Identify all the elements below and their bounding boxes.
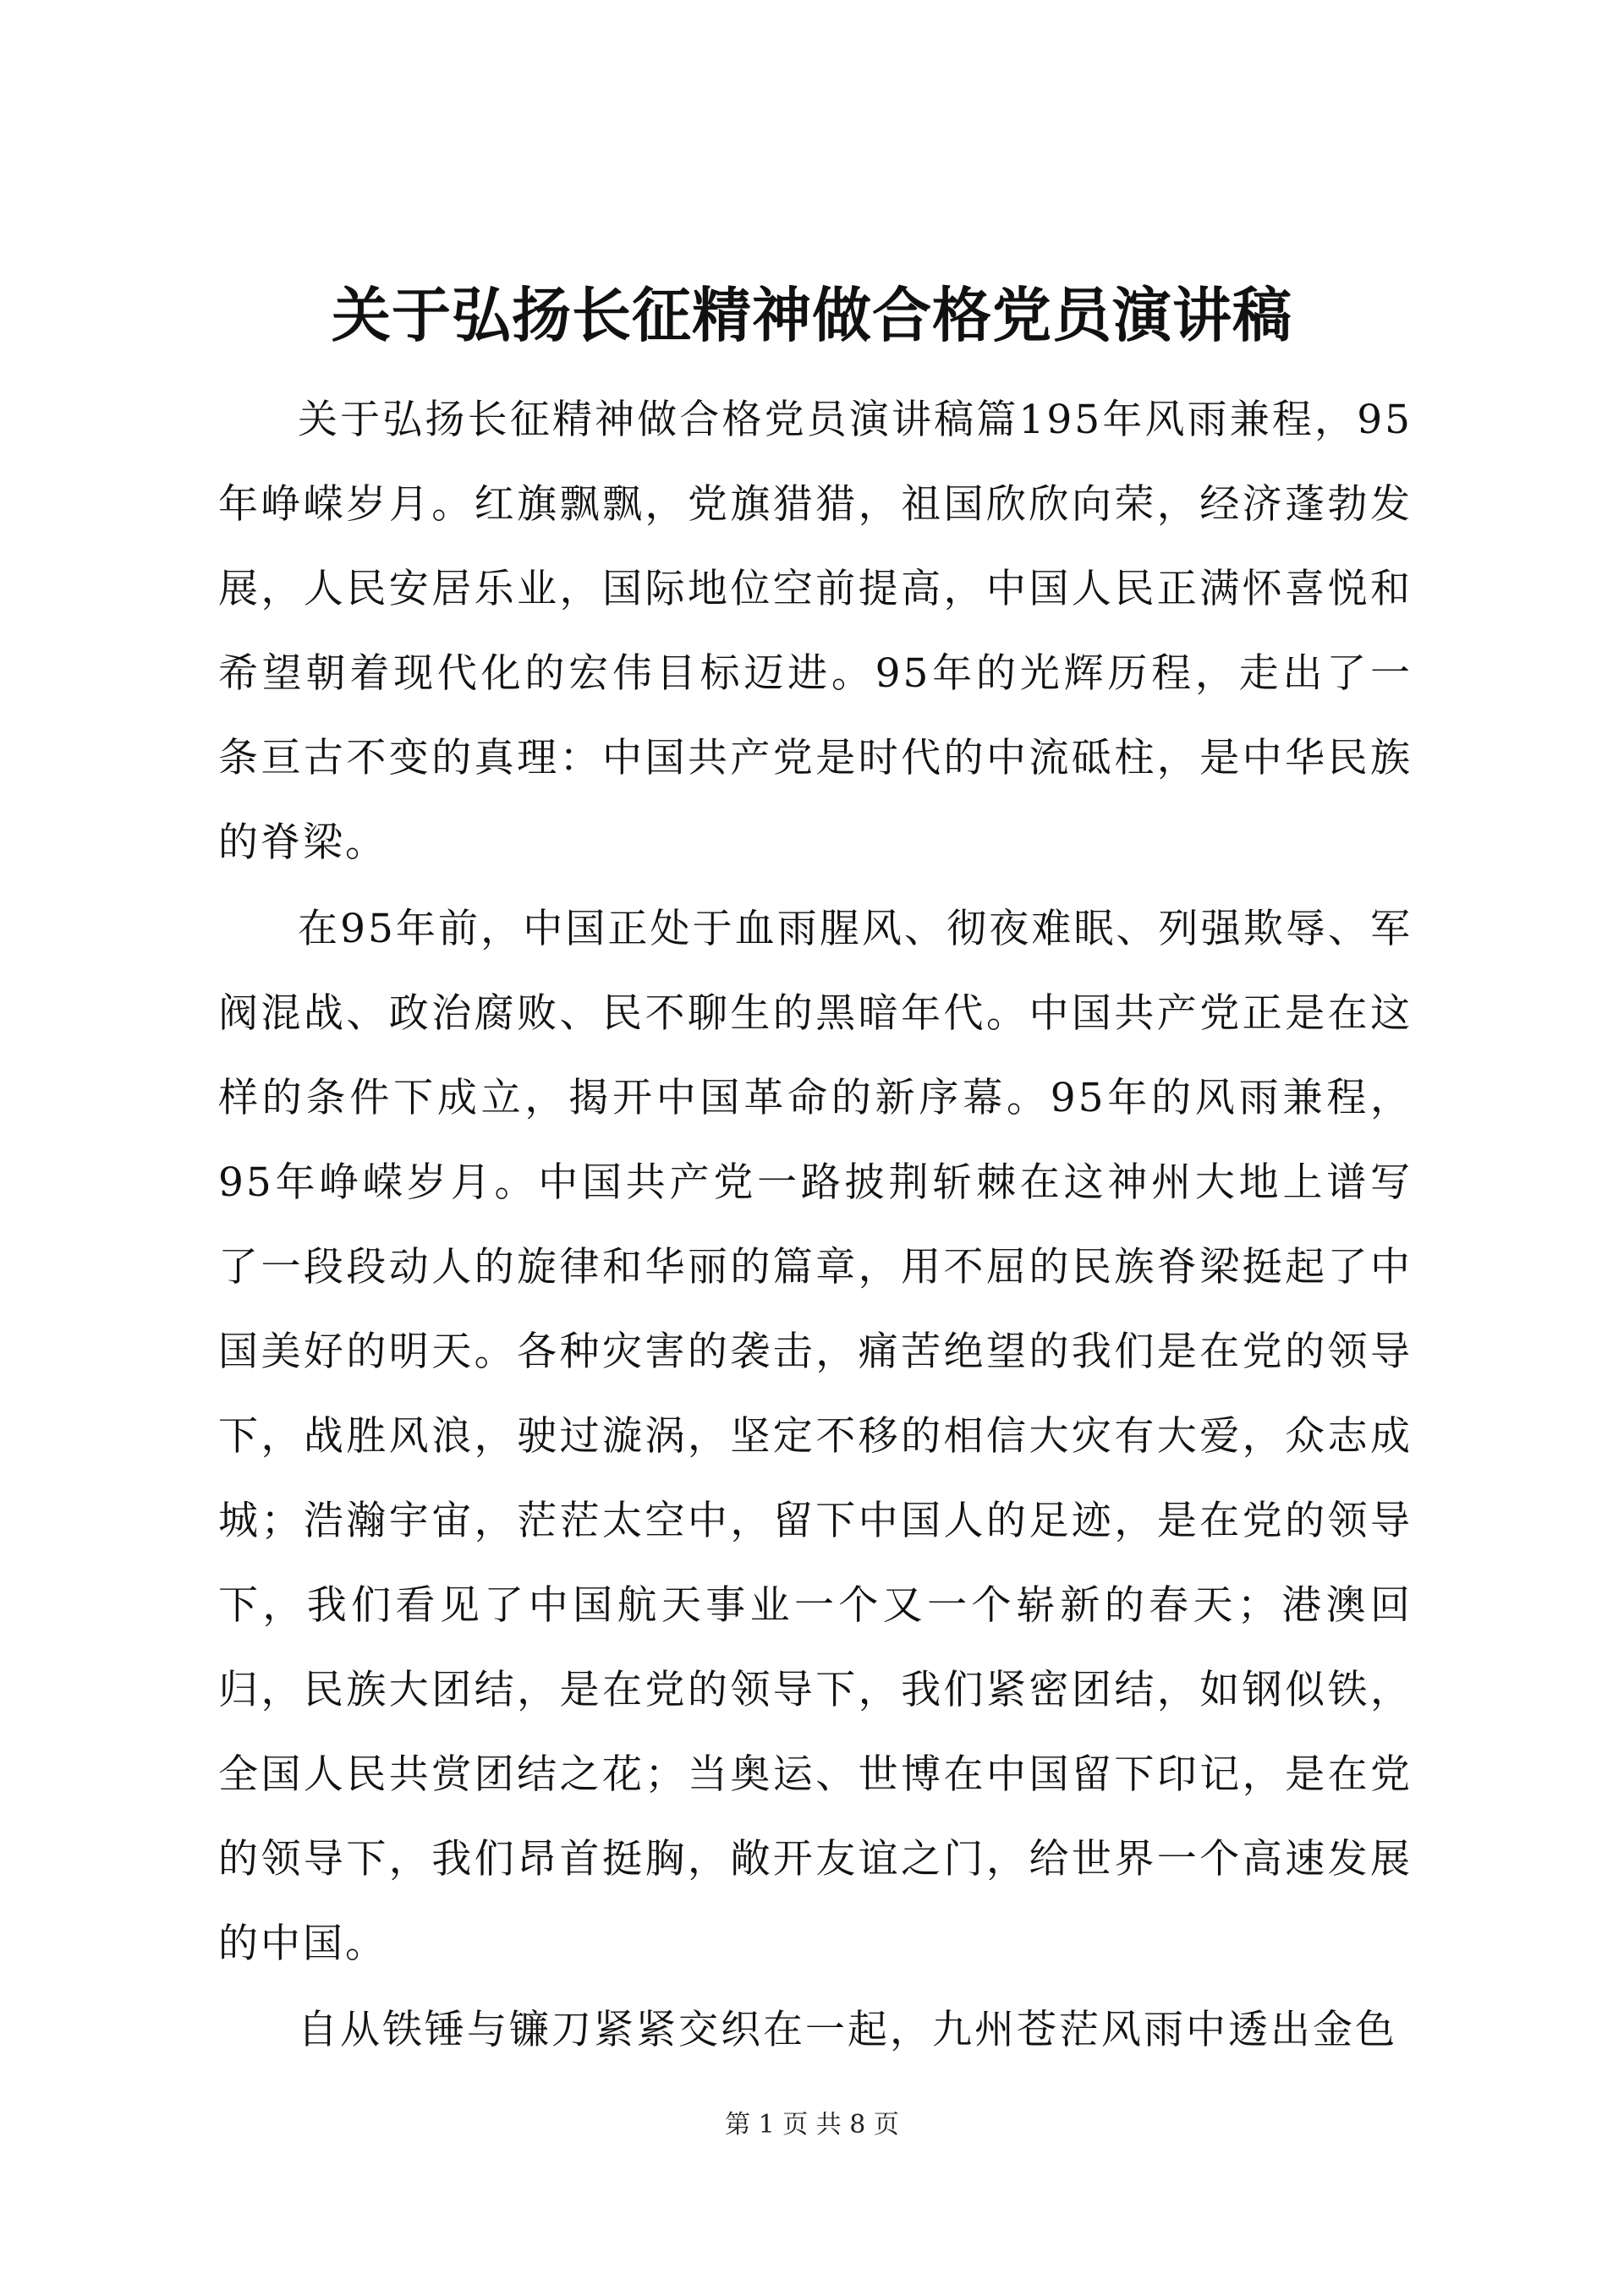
document-title: 关于弘扬长征精神做合格党员演讲稿 — [332, 280, 1292, 350]
paragraph-2: 在95年前，中国正处于血雨腥风、彻夜难眠、列强欺辱、军阀混战、政治腐败、民不聊生的黑暗年代。中国共产党正是在这样的条件下成立，揭开中国革命的新序幕。95年的风雨兼程，95年峥嵘岁月。中国共产党一路披荆斩棘在这神州大地上谱写了一段段动人的旋律和华丽的篇章，用不屈的民族脊梁挺起了中国美好的明天。各种灾害的袭击，痛苦绝望的我们是在党的领导下，战胜风浪，驶过漩涡，坚定不移的相信大灾有大爱，众志成城；浩瀚宇宙，茫茫太空中，留下中国人的足迹，是在党的领导下，我们看见了中国航天事业一个又一个崭新的春天；港澳回归，民族大团结，是在党的领导下，我们紧密团结，如钢似铁，全国人民共赏团结之花；当奥运、世博在中国留下印记，是在党的领导下，我们昂首挺胸，敞开友谊之门，给世界一个高速发展的中国。 — [218, 906, 1413, 1967]
page-number-footer: 第 1 页 共 8 页 — [725, 2110, 899, 2140]
document-body — [218, 378, 1413, 2074]
paragraph-1: 关于弘扬长征精神做合格党员演讲稿篇195年风雨兼程，95年峥嵘岁月。红旗飘飘，党旗猎猎，祖国欣欣向荣，经济蓬勃发展，人民安居乐业，国际地位空前提高，中国人民正满怀喜悦和希望朝着现代化的宏伟目标迈进。95年的光辉历程，走出了一条亘古不变的真理：中国共产党是时代的中流砥柱，是中华民族的脊梁。 — [218, 397, 1413, 866]
paragraph-3: 自从铁锤与镰刀紧紧交织在一起，九州苍茫风雨中透出金色 — [298, 2007, 1397, 2053]
